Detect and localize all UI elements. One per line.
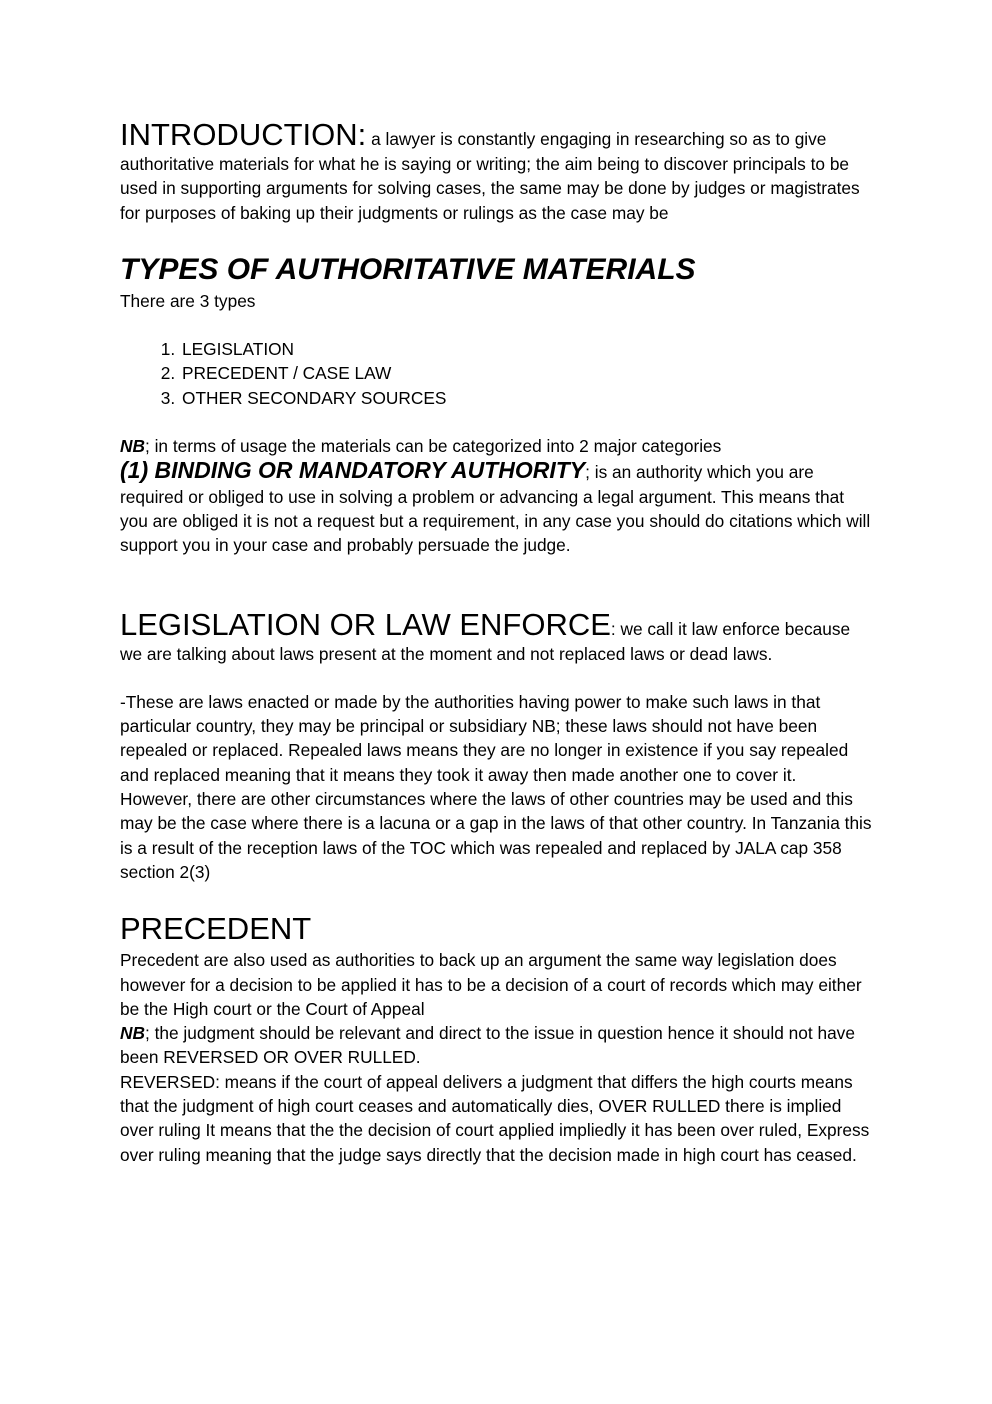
list-item: 1. LEGISLATION	[180, 337, 872, 361]
reversed-paragraph: REVERSED: means if the court of appeal delivers a judgment that differs the high courts means that the judgment of high court ceases and automatically dies, OVER RULLED there is implied over ruling It means that the the decision of court applied impliedly it has been over ruled, Express over ruling meaning that the judge says directly that the decision made in high court has ceased.	[120, 1071, 870, 1165]
precedent-nb-paragraph	[120, 1021, 872, 1070]
legislation-heading: LEGISLATION OR LAW ENFORCE	[120, 606, 611, 642]
precedent-nb-text: ; the judgment should be relevant and direct to the issue in question hence it should not have been REVERSED OR OVER RULLED.	[120, 1023, 855, 1068]
introduction-text: a lawyer is constantly engaging in researching so as to give authoritative materials for what he is saying or writing; the aim being to discover principals to be used in supporting arguments for solving cases, the same may be done by judges or magistrates for purposes of baking up their judgments or rulings as the case may be	[120, 129, 860, 223]
list-item: 3. OTHER SECONDARY SOURCES	[180, 386, 872, 410]
nb-label: NB	[120, 436, 145, 457]
precedent-heading: PRECEDENT	[120, 911, 312, 947]
document-page	[120, 118, 872, 1167]
legislation-body: -These are laws enacted or made by the authorities having power to make such laws in that particular country, they may be principal or subsidiary NB; these laws should not have been repealed or replaced. Repealed laws means they are no longer in existence if you say repealed and replaced meaning that it means they took it away then made another one to cover it. However, there are other circumstances where the laws of other countries may be used and this may be the case where there is a lacuna or a gap in the laws of that other country. In Tanzania this is a result of the reception laws of the TOC which was repealed and replaced by JALA cap 358 section 2(3)	[120, 691, 872, 882]
precedent-body: Precedent are also used as authorities to back up an argument the same way legislation does however for a decision to be applied it has to be a decision of a court of records which may either be the High court or the Court of Appeal	[120, 950, 862, 1019]
types-lead: There are 3 types	[120, 290, 256, 311]
list-item: 2. PRECEDENT / CASE LAW	[180, 361, 872, 385]
nb-label: NB	[120, 1023, 145, 1044]
nb-text: ; in terms of usage the materials can be categorized into 2 major categories	[144, 436, 722, 457]
introduction-heading: INTRODUCTION:	[120, 117, 367, 152]
introduction-paragraph	[120, 118, 872, 225]
legislation-paragraph	[120, 608, 872, 666]
types-heading: TYPES OF AUTHORITATIVE MATERIALS	[120, 252, 696, 286]
legislation-text: : we call it law enforce because we are talking about laws present at the moment and not replaced laws or dead laws.	[120, 618, 851, 664]
nb-categories-paragraph	[120, 434, 872, 458]
types-list	[120, 337, 872, 410]
binding-authority-paragraph	[120, 458, 872, 557]
binding-authority-text: ; is an authority which you are required or obliged to use in solving a problem or advancing a legal argument. This means that you are obliged it is not a request but a requirement, in any case you should do citations which will support you in your case and probably persuade the judge.	[120, 462, 871, 556]
binding-authority-heading: (1) BINDING OR MANDATORY AUTHORITY	[120, 457, 586, 484]
